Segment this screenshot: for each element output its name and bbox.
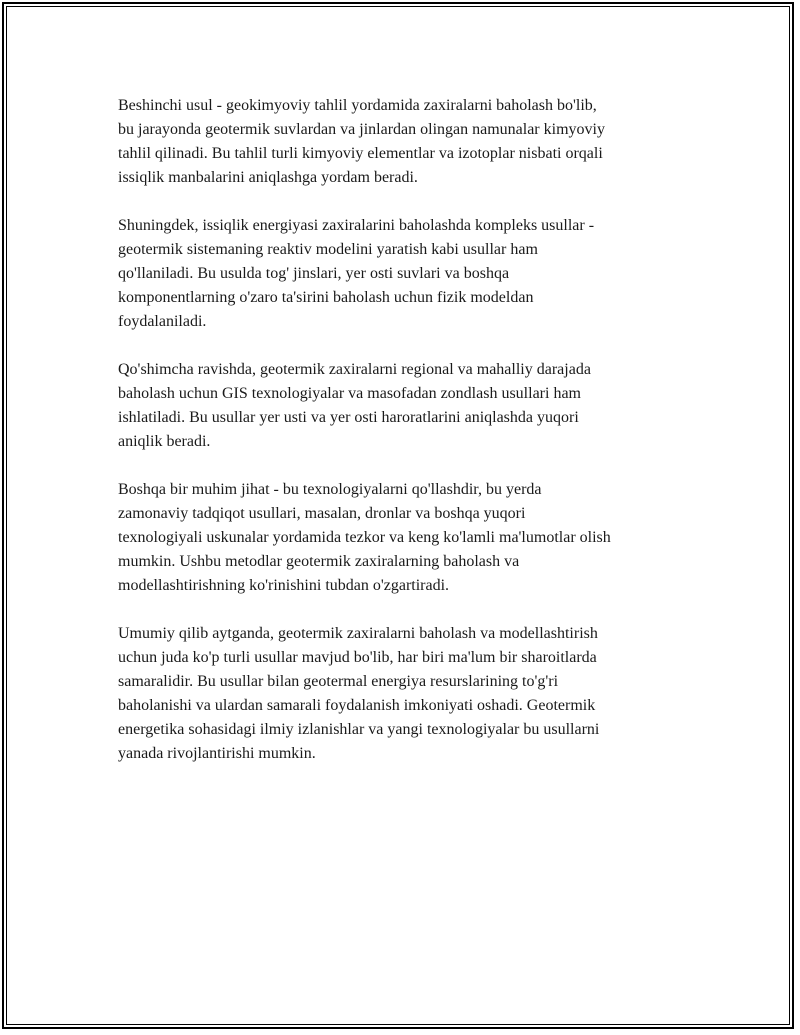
document-body bbox=[118, 94, 693, 790]
paragraph-technologies: Boshqa bir muhim jihat - bu texnologiyalarni qo'llashdir, bu yerda zamonaviy tadqiqot usullari, masalan, dronlar va boshqa yuqori texnologiyali uskunalar yordamida tezkor va keng ko'lamli ma'lumotlar olish mumkin. Ushbu metodlar geotermik zaxiralarning baholash va modellashtirishning ko'rinishini tubdan o'zgartiradi. bbox=[118, 481, 611, 594]
paragraph-complex-methods: Shuningdek, issiqlik energiyasi zaxiralarini baholashda kompleks usullar - geotermik sistemaning reaktiv modelini yaratish kabi usullar ham qo'llaniladi. Bu usulda tog' jinslari, yer osti suvlari va boshqa komponentlarning o'zaro ta'sirini baholash uchun fizik modeldan foydalaniladi. bbox=[118, 217, 595, 330]
paragraph-conclusion: Umumiy qilib aytganda, geotermik zaxiralarni baholash va modellashtirish uchun juda ko'p turli usullar mavjud bo'lib, har biri ma'lum bir sharoitlarda samaralidir. Bu usullar bilan geotermal energiya resurslarining to'g'ri baholanishi va ulardan samarali foydalanish imkoniyati oshadi. Geotermik energetika sohasidagi ilmiy izlanishlar va yangi texnologiyalar bu usullarni yanada rivojlantirishi mumkin. bbox=[118, 625, 600, 762]
paragraph-geochemical-method: Beshinchi usul - geokimyoviy tahlil yordamida zaxiralarni baholash bo'lib, bu jarayonda geotermik suvlardan va jinlardan olingan namunalar kimyoviy tahlil qilinadi. Bu tahlil turli kimyoviy elementlar va izotoplar nisbati orqali issiqlik manbalarini aniqlashga yordam beradi. bbox=[118, 97, 605, 186]
paragraph-gis-remote-sensing: Qo'shimcha ravishda, geotermik zaxiralarni regional va mahalliy darajada baholash uchun GIS texnologiyalar va masofadan zondlash usullari ham ishlatiladi. Bu usullar yer usti va yer osti haroratlarini aniqlashda yuqori aniqlik beradi. bbox=[118, 361, 591, 450]
